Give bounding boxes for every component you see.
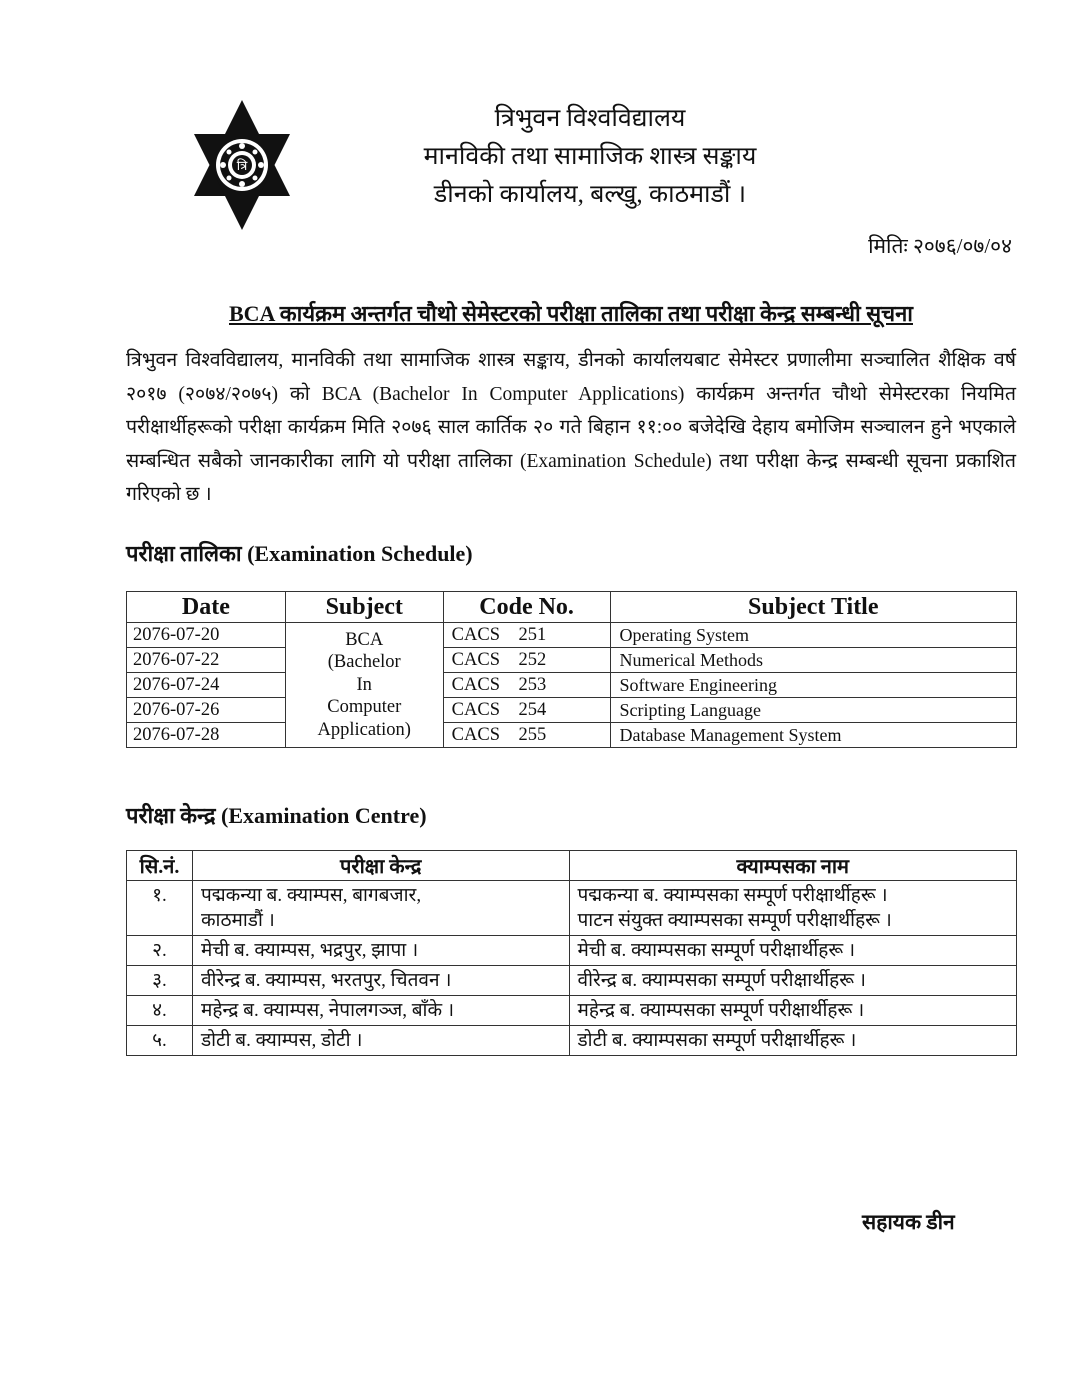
svg-text:त्रि: त्रि [236, 159, 248, 174]
letterhead [340, 100, 840, 214]
centre-line: महेन्द्र ब. क्याम्पस, नेपालगञ्ज, बाँके । [200, 1000, 455, 1021]
university-seal-logo [186, 100, 298, 230]
column-header-campus: क्याम्पसका नाम [569, 851, 1016, 881]
exam-centre [192, 881, 569, 936]
university-name: त्रिभुवन विश्वविद्यालय [494, 105, 686, 132]
subject-line: BCA [345, 629, 384, 650]
issue-date: मितिः २०७६/०७/०४ [868, 234, 1012, 258]
campus-list [569, 996, 1016, 1026]
subject-line: Application) [317, 719, 411, 740]
table-row [127, 996, 1017, 1026]
exam-date: 2076-07-26 [127, 698, 286, 723]
campus-line: डोटी ब. क्याम्पसका सम्पूर्ण परीक्षार्थीहरू । [577, 1030, 857, 1051]
table-row [127, 966, 1017, 996]
centre-line: पद्मकन्या ब. क्याम्पस, बागबजार, [200, 885, 422, 906]
serial-number: ४. [127, 996, 193, 1026]
course-code: CACS 251 [443, 623, 610, 648]
exam-date: 2076-07-28 [127, 723, 286, 748]
table-row [127, 723, 1017, 748]
exam-date: 2076-07-20 [127, 623, 286, 648]
schedule-section-title: परीक्षा तालिका (Examination Schedule) [126, 541, 473, 566]
course-title: Numerical Methods [610, 648, 1016, 673]
column-header-code: Code No. [443, 592, 610, 623]
table-row [127, 623, 1017, 648]
course-title: Database Management System [610, 723, 1016, 748]
course-code: CACS 254 [443, 698, 610, 723]
exam-date: 2076-07-24 [127, 673, 286, 698]
table-row [127, 936, 1017, 966]
column-header-subject-title: Subject Title [610, 592, 1016, 623]
course-title: Software Engineering [610, 673, 1016, 698]
table-row [127, 881, 1017, 936]
campus-list [569, 936, 1016, 966]
exam-centre [192, 1026, 569, 1056]
course-code: CACS 255 [443, 723, 610, 748]
serial-number: ३. [127, 966, 193, 996]
table-row [127, 673, 1017, 698]
notice-title: BCA कार्यक्रम अन्तर्गत चौथो सेमेस्टरको परीक्षा तालिका तथा परीक्षा केन्द्र सम्बन्धी सूचना [229, 301, 913, 326]
campus-line: पद्मकन्या ब. क्याम्पसका सम्पूर्ण परीक्षार्थीहरू । [577, 885, 888, 906]
exam-date: 2076-07-22 [127, 648, 286, 673]
table-row [127, 698, 1017, 723]
centre-line: काठमाडौं । [200, 910, 275, 931]
exam-centre [192, 996, 569, 1026]
serial-number: २. [127, 936, 193, 966]
course-code: CACS 253 [443, 673, 610, 698]
examination-centre-table [126, 850, 1017, 1056]
centre-line: डोटी ब. क्याम्पस, डोटी । [200, 1030, 363, 1051]
campus-line: पाटन संयुक्त क्याम्पसका सम्पूर्ण परीक्षार्थीहरू । [577, 910, 892, 931]
office-address: डीनको कार्यालय, बल्खु, काठमाडौं । [433, 181, 747, 208]
serial-number: १. [127, 881, 193, 936]
column-header-subject: Subject [285, 592, 443, 623]
table-row [127, 648, 1017, 673]
table-row [127, 1026, 1017, 1056]
course-title: Scripting Language [610, 698, 1016, 723]
course-code: CACS 252 [443, 648, 610, 673]
campus-list [569, 1026, 1016, 1056]
column-header-centre: परीक्षा केन्द्र [192, 851, 569, 881]
campus-line: महेन्द्र ब. क्याम्पसका सम्पूर्ण परीक्षार्थीहरू । [577, 1000, 865, 1021]
notice-paragraph: त्रिभुवन विश्वविद्यालय, मानविकी तथा सामाजिक शास्त्र सङ्काय, डीनको कार्यालयबाट सेमेस्टर प्रणालीमा सञ्चालित शैक्षिक वर्ष २०१७ (२०७४/२०७५) को BCA (Bachelor In Computer Applications) कार्यक्रम अन्तर्गत चौथो सेमेस्टरका नियमित परीक्षार्थीहरूको परीक्षा कार्यक्रम मिति २०७६ साल कार्तिक २० गते बिहान ११:०० बजेदेखि देहाय बमोजिम सञ्चालन हुने भएकाले सम्बन्धित सबैको जानकारीका लागि यो परीक्षा तालिका (Examination Schedule) तथा परीक्षा केन्द्र सम्बन्धी सूचना प्रकाशित गरिएको छ । [126, 350, 1016, 505]
column-header-serial: सि.नं. [127, 851, 193, 881]
signature-title: सहायक डीन [862, 1210, 955, 1234]
centre-line: वीरेन्द्र ब. क्याम्पस, भरतपुर, चितवन । [200, 970, 452, 991]
exam-centre [192, 966, 569, 996]
exam-centre [192, 936, 569, 966]
column-header-date: Date [127, 592, 286, 623]
serial-number: ५. [127, 1026, 193, 1056]
campus-line: वीरेन्द्र ब. क्याम्पसका सम्पूर्ण परीक्षार्थीहरू । [577, 970, 866, 991]
centre-section-title: परीक्षा केन्द्र (Examination Centre) [126, 803, 427, 828]
examination-schedule-table [126, 591, 1017, 748]
subject-line: Computer [327, 697, 402, 718]
campus-list [569, 966, 1016, 996]
course-title: Operating System [610, 623, 1016, 648]
campus-list [569, 881, 1016, 936]
faculty-name: मानविकी तथा सामाजिक शास्त्र सङ्काय [423, 143, 757, 170]
subject-line: (Bachelor [327, 652, 401, 673]
centre-line: मेची ब. क्याम्पस, भद्रपुर, झापा । [200, 940, 419, 961]
subject-line: In [356, 674, 372, 695]
subject-name [285, 623, 443, 748]
campus-line: मेची ब. क्याम्पसका सम्पूर्ण परीक्षार्थीहरू । [577, 940, 856, 961]
